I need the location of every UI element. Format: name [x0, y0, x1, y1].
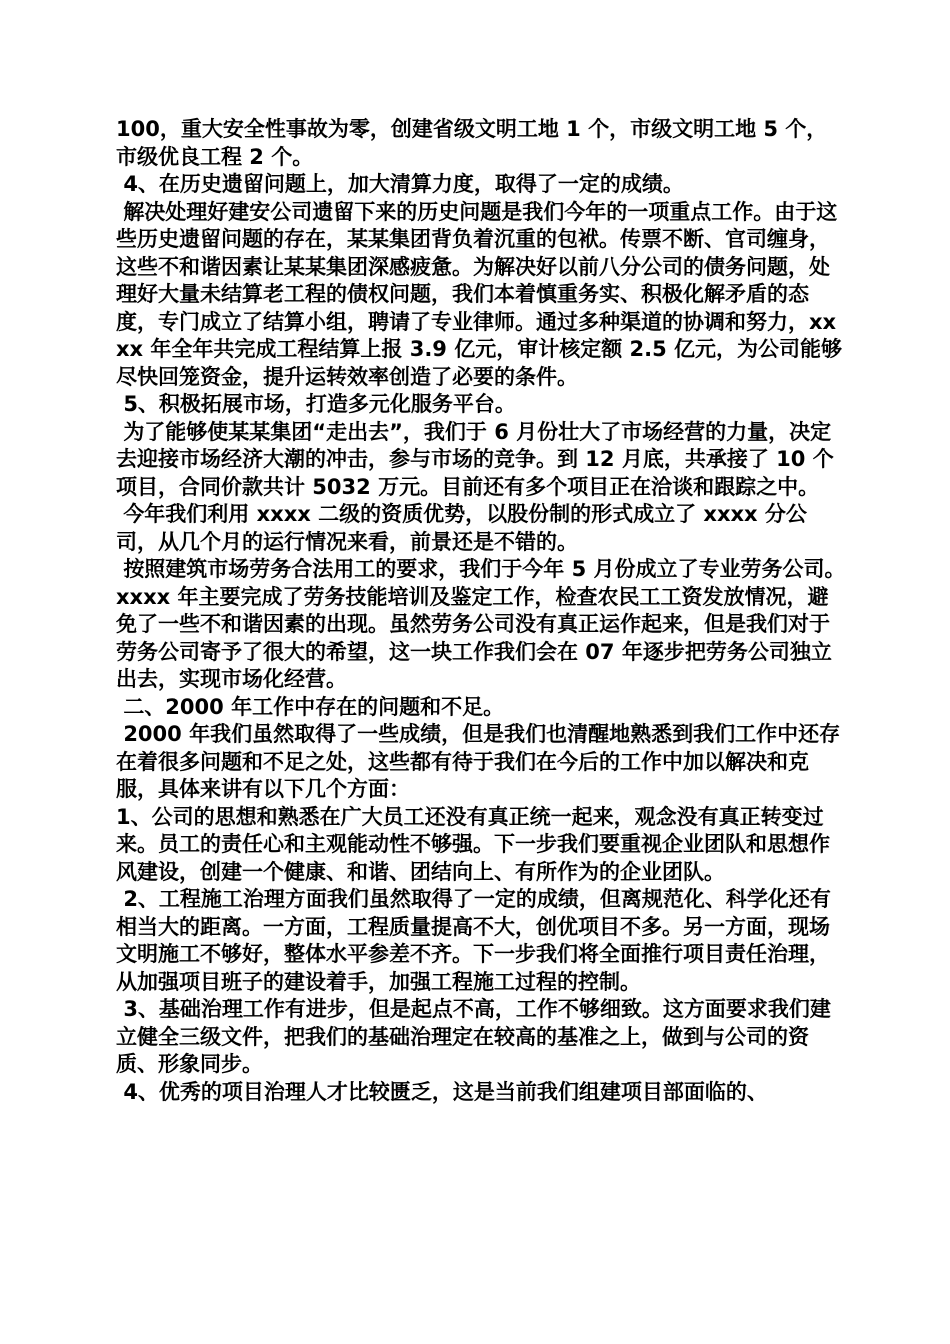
paragraph-2: 4、在历史遗留问题上，加大清算力度，取得了一定的成绩。	[116, 172, 684, 196]
paragraph-11: 2、工程施工治理方面我们虽然取得了一定的成绩，但离规范化、科学化还有相当大的距离。一方面，工程质量提高不大，创优项目不多。另一方面，现场文明施工不够好，整体水平参差不齐。下一步我们将全面推行项目责任治理，从加强项目班子的建设着手，加强工程施工过程的控制。	[116, 887, 831, 994]
paragraph-13: 4、优秀的项目治理人才比较匮乏，这是当前我们组建项目部面临的、	[116, 1079, 768, 1104]
document-body	[116, 116, 846, 1106]
paragraph-9: 2000 年我们虽然取得了一些成绩，但是我们也清醒地熟悉到我们工作中还存在着很多问题和不足之处，这些都有待于我们在今后的工作中加以解决和克服，具体来讲有以下几个方面：	[116, 722, 841, 801]
paragraph-3: 解决处理好建安公司遗留下来的历史问题是我们今年的一项重点工作。由于这些历史遗留问题的存在，某某集团背负着沉重的包袱。传票不断、官司缠身，这些不和谐因素让某某集团深感疲惫。为解决好以前八分公司的债务问题，处理好大量未结算老工程的债权问题，我们本着慎重务实、积极化解矛盾的态度，专门成立了结算小组，聘请了专业律师。通过多种渠道的协调和努力，xxxx 年全年共完成工程结算上报 3.9 亿元，审计核定额 2.5 亿元，为公司能够尽快回笼资金，提升运转效率创造了必要的条件。	[116, 199, 843, 389]
paragraph-4: 5、积极拓展市场，打造多元化服务平台。	[116, 392, 516, 416]
paragraph-8: 二、2000 年工作中存在的问题和不足。	[116, 694, 505, 719]
paragraph-1: 100，重大安全性事故为零，创建省级文明工地 1 个，市级文明工地 5 个，市级优良工程 2 个。	[116, 117, 828, 169]
paragraph-12: 3、基础治理工作有进步，但是起点不高，工作不够细致。这方面要求我们建立健全三级文件，把我们的基础治理定在较高的基准之上，做到与公司的资质、形象同步。	[116, 997, 831, 1076]
paragraph-5: 为了能够使某某集团“走出去”，我们于 6 月份壮大了市场经营的力量，决定去迎接市场经济大潮的冲击，参与市场的竞争。到 12 月底，共承接了 10 个项目，合同价款共计 5032 万元。目前还有多个项目正在洽谈和跟踪之中。	[116, 419, 834, 499]
paragraph-10: 1、公司的思想和熟悉在广大员工还没有真正统一起来，观念没有真正转变过来。员工的责任心和主观能动性不够强。下一步我们要重视企业团队和思想作风建设，创建一个健康、和谐、团结向上、有所作为的企业团队。	[116, 804, 830, 884]
paragraph-7: 按照建筑市场劳务合法用工的要求，我们于今年 5 月份成立了专业劳务公司。xxxx 年主要完成了劳务技能培训及鉴定工作，检查农民工工资发放情况，避免了一些不和谐因素的出现。虽然劳务公司没有真正运作起来，但是我们对于劳务公司寄予了很大的希望，这一块工作我们会在 07 年逐步把劳务公司独立出去，实现市场化经营。	[116, 557, 846, 691]
paragraph-6: 今年我们利用 xxxx 二级的资质优势，以股份制的形式成立了 xxxx 分公司，从几个月的运行情况来看，前景还是不错的。	[116, 502, 807, 554]
